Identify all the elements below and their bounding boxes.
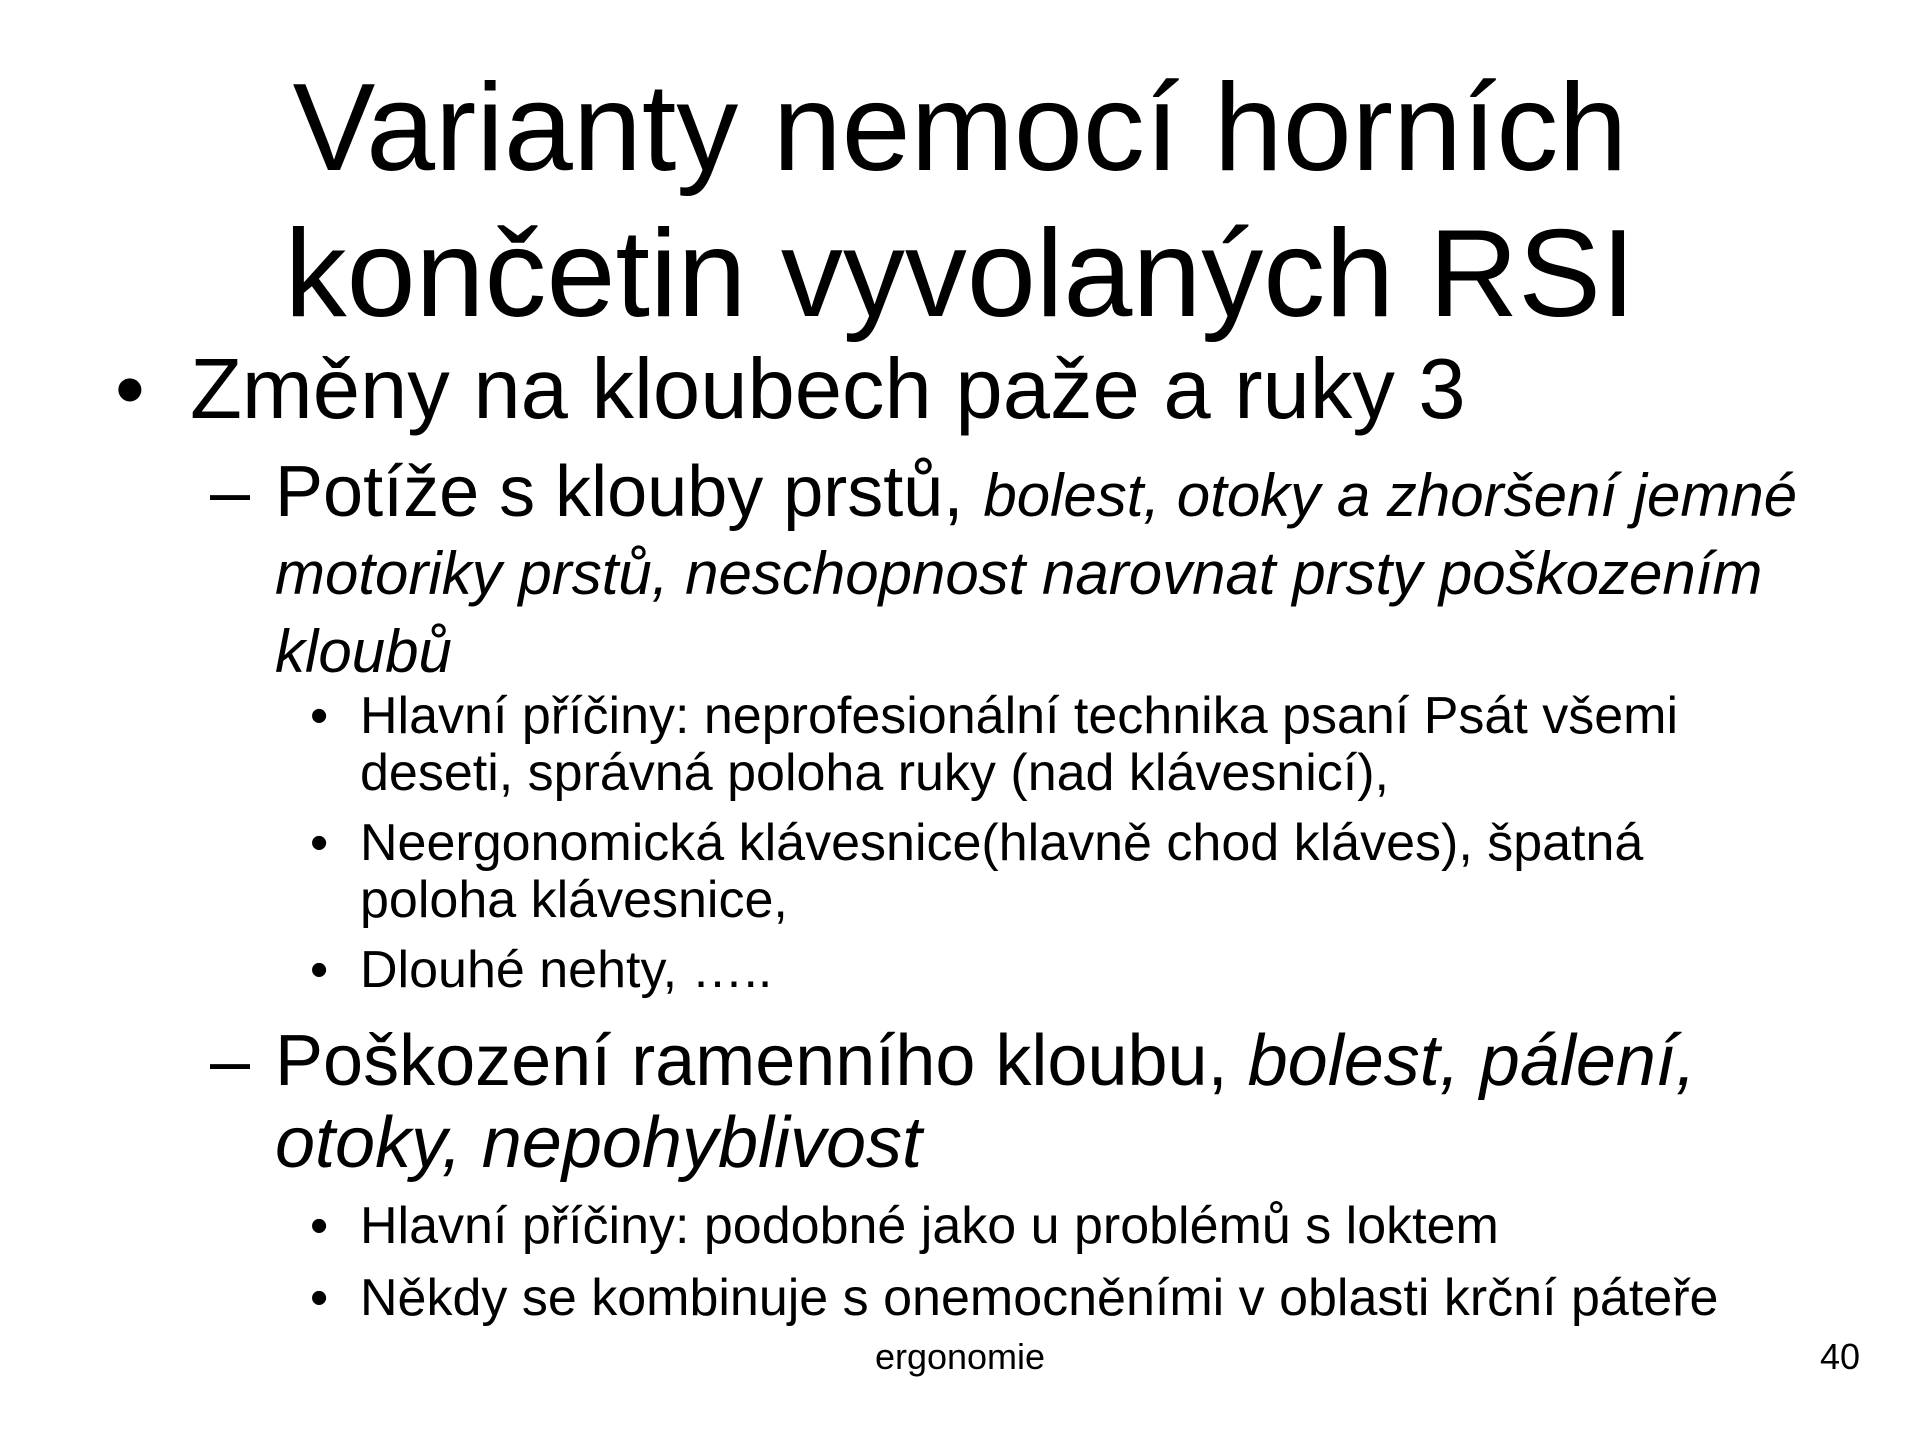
bullet-level1-text: Změny na kloubech paže a ruky 3 <box>190 342 1466 437</box>
list-item-text: Hlavní příčiny: neprofesionální technika psaní Psát všemi deseti, správná poloha ruky (nad klávesnicí), <box>360 687 1679 802</box>
list-item-text: Někdy se kombinuje s onemocněními v oblasti krční páteře <box>360 1269 1719 1327</box>
slide-title <box>250 55 1670 347</box>
title-line-1: Varianty nemocí horních <box>292 59 1628 197</box>
list-item-text: Dlouhé nehty, ….. <box>360 941 773 999</box>
subsection-text <box>275 452 1805 689</box>
bullet-icon: • <box>310 687 329 745</box>
bullet-icon: • <box>115 342 145 437</box>
footer-label: ergonomie <box>874 1336 1046 1377</box>
subsection-text <box>275 1020 1805 1184</box>
title-line-2: končetin vyvolaných RSI <box>284 205 1636 343</box>
subsection-lead: Poškození ramenního kloubu, <box>275 1021 1248 1101</box>
subsection-symptoms: bolest, otoky a zhoršení jemné motoriky prstů, neschopnost narovnat prsty poškozením kloubů <box>275 462 1798 685</box>
bullet-icon: • <box>310 1197 329 1255</box>
list-item-text: Neergonomická klávesnice(hlavně chod kláves), špatná poloha klávesnice, <box>360 814 1644 929</box>
bullet-icon: • <box>310 814 329 872</box>
dash-icon: – <box>210 1021 251 1101</box>
bullet-icon: • <box>310 941 329 999</box>
page-number: 40 <box>1819 1336 1860 1377</box>
dash-icon: – <box>210 452 251 532</box>
list-item-text: Hlavní příčiny: podobné jako u problémů s loktem <box>360 1197 1499 1255</box>
subsection-lead: Potíže s klouby prstů, <box>275 452 984 532</box>
subsection-symptoms: bolest, pálení, otoky, nepohyblivost <box>275 1021 1696 1183</box>
bullet-icon: • <box>310 1269 329 1327</box>
